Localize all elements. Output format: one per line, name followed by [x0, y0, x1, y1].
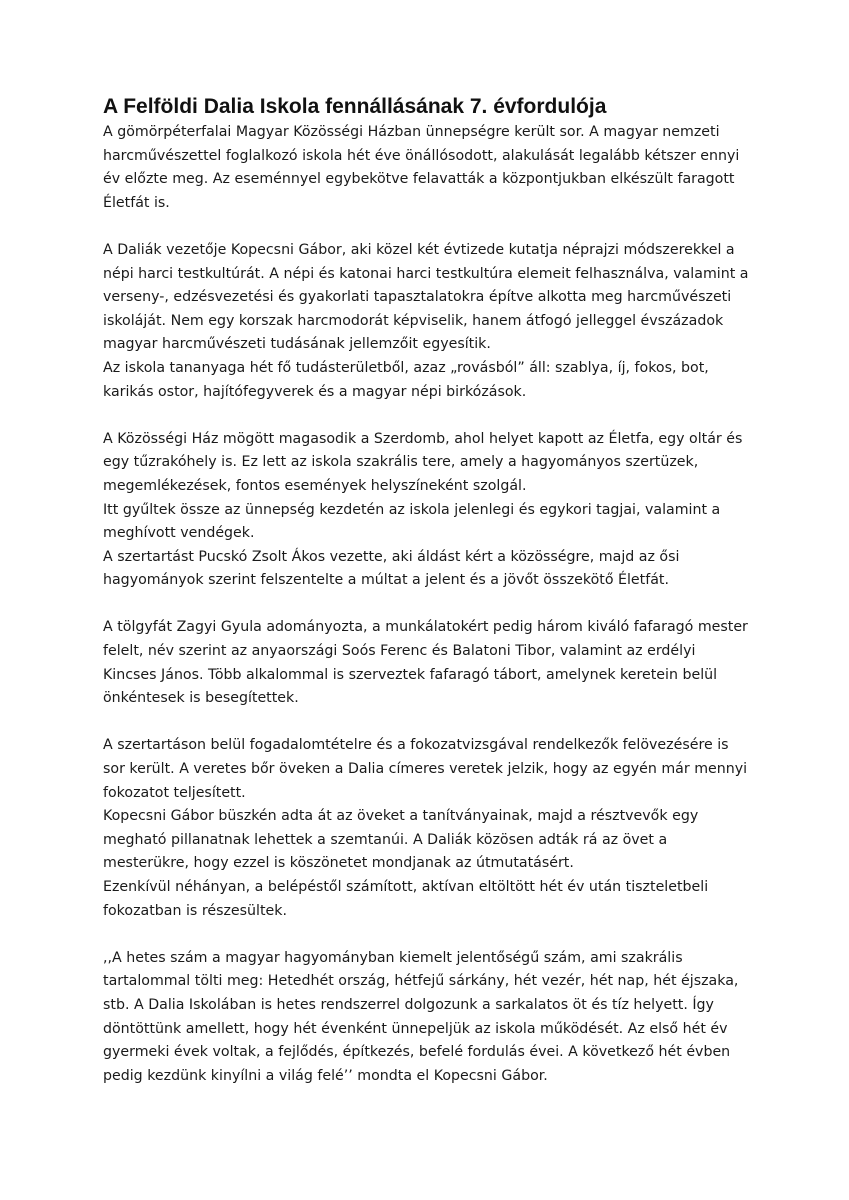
paragraph: Ezenkívül néhányan, a belépéstől számított, aktívan eltöltött hét év után tiszteletbeli fokozatban is részesültek. — [103, 879, 709, 919]
paragraph: A szertartást Pucskó Zsolt Ákos vezette, aki áldást kért a közösségre, majd az ősi hagyományok szerint felszentelte a múltat a jelent és a jövőt összekötő Életfát. — [103, 548, 680, 589]
quote-paragraph: ,,A hetes szám a magyar hagyományban kiemelt jelentőségű szám, ami szakrális tartalommal tölti meg: Hetedhét ország, hétfejű sárkány, hét vezér, hét nap, hét éjszaka, stb. A Dalia Iskolában is hetes rendszerrel dolgozunk a sarkalatos öt és tíz helyett. Így döntöttünk amellett, hogy hét évenként ünnepeljük az iskola működését. Az első hét év gyermeki évek voltak, a fejlődés, építkezés, befelé fordulás évei. A következő hét évben pedig kezdünk kinyílni a világ felé’’ mondta el Kopecsni Gábor. — [103, 949, 739, 1084]
paragraph: A Közösségi Ház mögött magasodik a Szerdomb, ahol helyet kapott az Életfa, egy oltár és egy tűzrakóhely is. Ez lett az iskola szakrális tere, amely a hagyományos szertüzek, megemlékezések, fontos események helyszíneként szolgál. — [103, 430, 743, 494]
paragraph: A szertartáson belül fogadalomtételre és a fokozatvizsgával rendelkezők felövezésére is sor került. A veretes bőr öveken a Dalia címeres veretek jelzik, hogy az egyén már mennyi fokozatot teljesített. — [103, 737, 748, 801]
article — [103, 94, 753, 1112]
paragraph: A Daliák vezetője Kopecsni Gábor, aki közel két évtizede kutatja néprajzi módszerekkel a népi harci testkultúrát. A népi és katonai harci testkultúra elemeit felhasználva, valamint a verseny-, edzésvezetési és gyakorlati tapasztalatokra építve alkotta meg harcművészeti iskoláját. Nem egy korszak harcmodorát képviselik, hanem átfogó jelleggel évszázadok magyar harcművészeti tudásának jellemzőit egyesítik. — [103, 241, 749, 353]
article-title: A Felföldi Dalia Iskola fennállásának 7. évfordulója — [103, 95, 607, 118]
section-ceremony — [103, 734, 753, 923]
paragraph: A tölgyfát Zagyi Gyula adományozta, a munkálatokért pedig három kiváló fafaragó mester felelt, név szerint az anyaországi Soós Ferenc és Balatoni Tibor, valamint az erdélyi Kincses János. Több alkalommal is szerveztek fafaragó tábort, amelynek keretein belül önkéntesek is besegítettek. — [103, 619, 748, 707]
paragraph: Kopecsni Gábor büszkén adta át az öveket a tanítványainak, majd a résztvevők egy megható pillanatnak lehettek a szemtanúi. A Daliák közösen adták rá az övet a mesterükre, hogy ezzel is köszönetet mondjanak az útmutatásért. — [103, 808, 699, 872]
paragraph: Az iskola tananyaga hét fő tudásterületből, azaz „rovásból” áll: szablya, íj, fokos, bot, karikás ostor, hajítófegyverek és a magyar népi birkózások. — [103, 359, 709, 400]
section-intro — [103, 121, 753, 215]
section-leader — [103, 239, 753, 404]
paragraph: A gömörpéterfalai Magyar Közösségi Házban ünnepségre került sor. A magyar nemzeti harcművészettel foglalkozó iskola hét éve önállósodott, alakulását legalább kétszer ennyi év előzte meg. Az eseménnyel egybekötve felavatták a központjukban elkészült faragott Életfát is. — [103, 124, 740, 211]
section-szerdomb — [103, 428, 753, 593]
section-quote — [103, 947, 753, 1089]
paragraph: Itt gyűltek össze az ünnepség kezdetén az iskola jelenlegi és egykori tagjai, valamint a meghívott vendégek. — [103, 501, 721, 542]
section-oak — [103, 616, 753, 710]
